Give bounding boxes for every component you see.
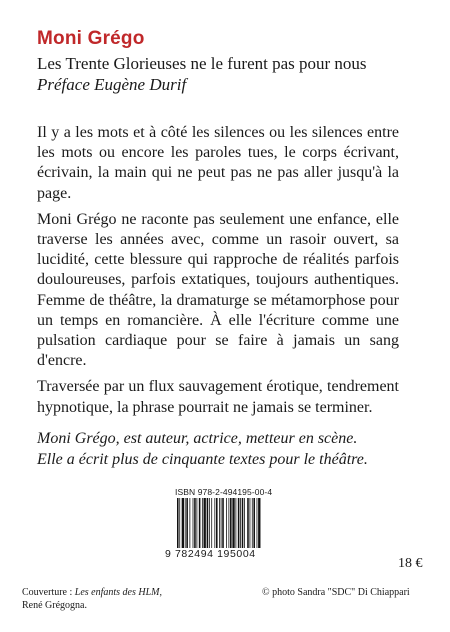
isbn-label: ISBN 978-2-494195-00-4	[175, 487, 273, 497]
photo-credit: © photo Sandra "SDC" Di Chiappari	[262, 587, 410, 598]
barcode-digits: 9 782494 195004	[165, 548, 256, 560]
preface-credit: Préface Eugène Durif	[37, 75, 187, 94]
blurb	[37, 123, 399, 424]
price: 18 €	[398, 556, 423, 571]
blurb-paragraph-2: Moni Grégo ne raconte pas seulement une enfance, elle traverse les années avec, comme un rasoir ouvert, sa lucidité, cette blessure qui rapproche de réalités parfois douloureuses, parfois extatiques, toujours authentiques. Femme de théâtre, la dramaturge se métamorphose pour un temps en romancière. À elle l'écriture comme une pulsation cardiaque pour se faire à jamais un sang d'encre.	[37, 210, 399, 370]
blurb-paragraph-3: Traversée par un flux sauvagement érotique, tendrement hypnotique, la phrase pourrait ne jamais se terminer.	[37, 378, 399, 416]
barcode-icon	[176, 498, 286, 548]
cover-illustration-credit	[22, 586, 162, 612]
blurb-paragraph-1: Il y a les mots et à côté les silences ou les silences entre les mots ou encore les paroles tues, le corps écrivant, écrivain, la main qui ne peut pas ne pas aller jusqu'à la page.	[37, 124, 399, 202]
author-bio-line-2: Elle a écrit plus de cinquante textes pour le théâtre.	[37, 451, 368, 468]
author-bio-line-1: Moni Grégo, est auteur, actrice, metteur en scène.	[37, 430, 358, 447]
book-title: Les Trente Glorieuses ne le furent pas pour nous	[37, 54, 367, 73]
cover-credit-title: Les enfants des HLM,	[74, 587, 162, 598]
author-bio	[37, 428, 412, 470]
cover-credit-prefix: Couverture :	[22, 587, 75, 598]
author-name: Moni Grégo	[37, 28, 145, 49]
cover-credit-artist: René Grégogna.	[22, 600, 87, 611]
